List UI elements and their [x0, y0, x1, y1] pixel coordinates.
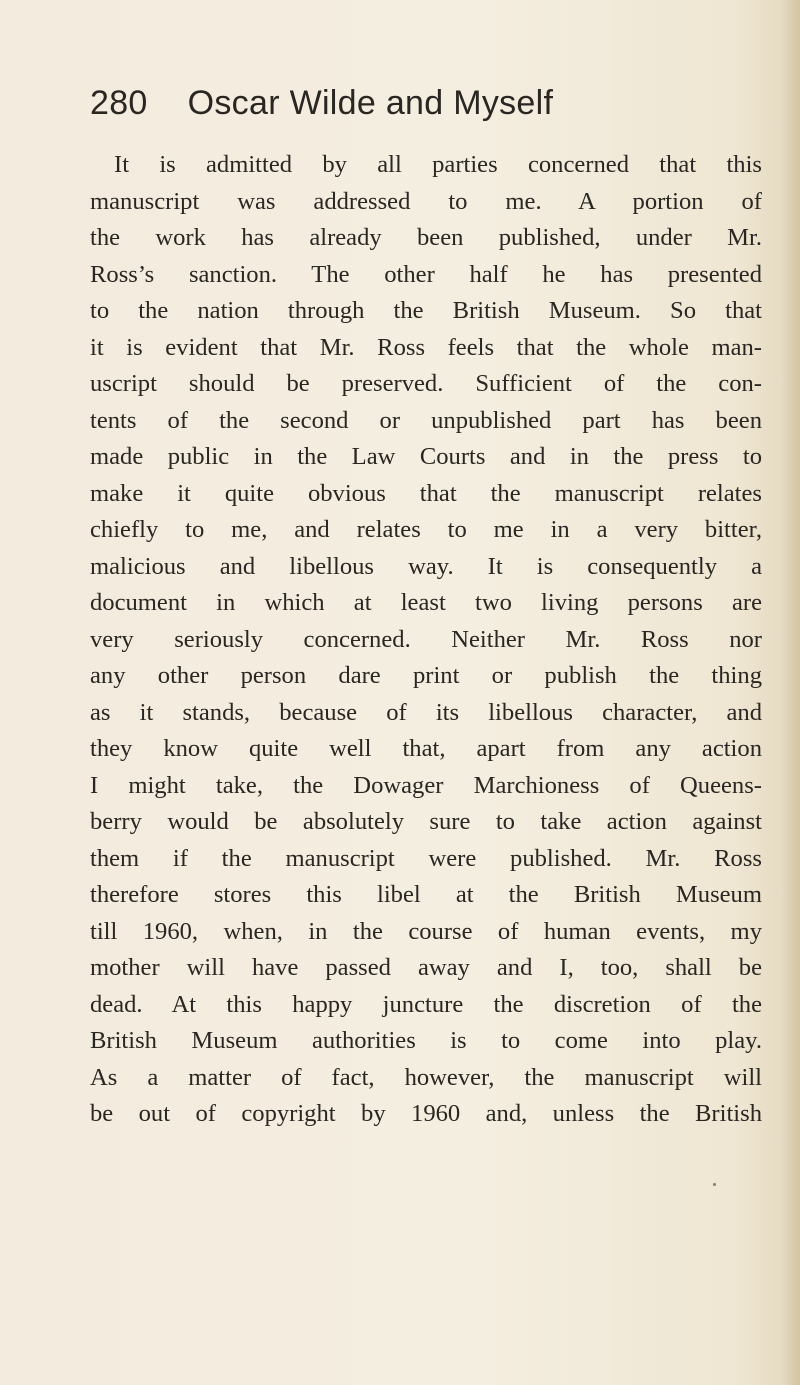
paper-speck: [713, 1183, 716, 1186]
text-line: the work has already been published, under Mr.: [90, 224, 762, 251]
text-line: any other person dare print or publish the thing: [90, 662, 762, 689]
text-line: malicious and libellous way. It is consequently a: [90, 552, 762, 580]
text-line: I might take, the Dowager Marchioness of Queens-: [90, 771, 762, 799]
text-line: as it stands, because of its libellous character, and: [90, 698, 762, 726]
text-line: till 1960, when, in the course of human events, my: [90, 917, 762, 945]
text-line: very seriously concerned. Neither Mr. Ross nor: [90, 625, 762, 653]
text-line: uscript should be preserved. Sufficient of the con-: [90, 370, 762, 397]
text-line: be out of copyright by 1960 and, unless the British: [90, 1100, 762, 1127]
text-line: document in which at least two living persons are: [90, 589, 762, 616]
text-line: them if the manuscript were published. Mr. Ross: [90, 844, 762, 872]
text-line: to the nation through the British Museum. So that: [90, 297, 762, 324]
text-line: dead. At this happy juncture the discretion of the: [90, 990, 762, 1018]
text-line: made public in the Law Courts and in the press to: [90, 443, 762, 470]
text-line: mother will have passed away and I, too, shall be: [90, 954, 762, 981]
running-title: Oscar Wilde and Myself: [187, 84, 554, 122]
text-line: make it quite obvious that the manuscript relates: [90, 479, 762, 507]
text-line: British Museum authorities is to come into play.: [90, 1027, 762, 1054]
text-line: tents of the second or unpublished part has been: [90, 406, 762, 434]
text-line: they know quite well that, apart from any action: [90, 735, 762, 762]
body-paragraph: [90, 147, 762, 1133]
text-line: it is evident that Mr. Ross feels that the whole man-: [90, 333, 762, 361]
text-line: berry would be absolutely sure to take action against: [90, 808, 762, 835]
page-number: 280: [90, 84, 148, 122]
text-line: chiefly to me, and relates to me in a very bitter,: [90, 516, 762, 543]
text-line: As a matter of fact, however, the manuscript will: [90, 1063, 762, 1091]
text-line: therefore stores this libel at the British Museum: [90, 881, 762, 908]
running-header: [90, 84, 553, 134]
text-line: Ross’s sanction. The other half he has presented: [90, 260, 762, 288]
page-edge-shadow: [782, 0, 800, 1385]
text-line: manuscript was addressed to me. A portion of: [90, 187, 762, 215]
text-line: It is admitted by all parties concerned that this: [114, 151, 762, 178]
